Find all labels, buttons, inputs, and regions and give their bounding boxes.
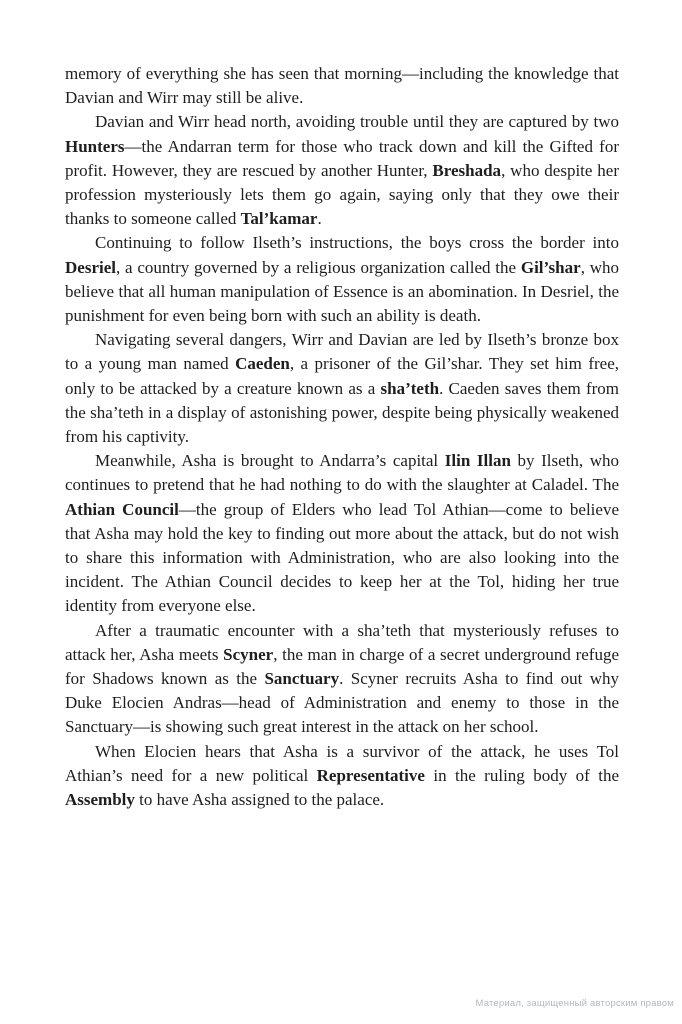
paragraph: [65, 740, 619, 813]
text-run: to have Asha assigned to the palace.: [134, 790, 385, 810]
text-run: Davian and Wirr head north, avoiding trouble until they are captured by two: [95, 112, 619, 132]
paragraph: [65, 328, 619, 449]
copyright-watermark: Материал, защищенный авторским правом: [475, 998, 674, 1009]
bold-term: sha’teth: [380, 378, 440, 398]
text-run: , who believe that all human manipulation of Essence is an abomination. In Desriel, the punishment for even being born with such an ability is death.: [65, 257, 619, 326]
bold-term: Breshada: [432, 160, 502, 180]
page-body-text: [65, 62, 619, 812]
paragraph: [65, 619, 619, 740]
bold-term: Caeden: [235, 354, 290, 374]
paragraph: [65, 231, 619, 328]
text-run: by Ilseth, who continues to pretend that he had nothing to do with the slaughter at Caladel. The: [65, 451, 619, 495]
text-run: , the man in charge of a secret underground refuge for Shadows known as the: [65, 644, 619, 689]
bold-term: Sanctuary: [264, 669, 340, 689]
text-run: memory of everything she has seen that morning—including the knowledge that Davian and Wirr may still be alive.: [65, 64, 619, 108]
paragraph: [65, 62, 619, 110]
bold-term: Desriel: [65, 257, 116, 277]
text-run: . Scyner recruits Asha to find out why Duke Elocien Andras—head of Administration and enemy to those in the Sanctuary—is showing such great interest in the attack on her school.: [65, 669, 619, 737]
text-run: . Caeden saves them from the sha’teth in a display of astonishing power, despite being physically weakened from his captivity.: [65, 378, 619, 447]
text-run: , a prisoner of the Gil’shar. They set him free, only to be attacked by a creature known as a: [65, 354, 619, 398]
bold-term: Athian Council: [65, 499, 179, 519]
text-run: Meanwhile, Asha is brought to Andarra’s capital: [95, 451, 445, 471]
bold-term: Hunters: [65, 136, 125, 156]
text-run: —the Andarran term for those who track down and kill the Gifted for profit. However, they are rescued by another Hunter,: [65, 136, 619, 180]
text-run: in the ruling body of the: [424, 765, 619, 785]
bold-term: Tal’kamar: [240, 209, 318, 229]
bold-term: Assembly: [65, 790, 135, 810]
text-run: After a traumatic encounter with a sha’teth that mysteriously refuses to attack her, Asha meets: [65, 620, 619, 664]
bold-term: Ilin Illan: [444, 451, 511, 471]
text-run: .: [317, 209, 322, 229]
text-run: , who despite her profession mysteriously lets them go again, saying only that they owe their thanks to someone called: [65, 160, 620, 229]
text-run: Navigating several dangers, Wirr and Davian are led by Ilseth’s bronze box to a young man named: [65, 330, 619, 374]
paragraph: [65, 110, 619, 231]
text-run: Continuing to follow Ilseth’s instructions, the boys cross the border into: [95, 233, 619, 253]
bold-term: Gil’shar: [520, 257, 581, 277]
text-run: —the group of Elders who lead Tol Athian—come to believe that Asha may hold the key to finding out more about the attack, but do not wish to share this information with Administration, who are also looking into the incident. The Athian Council decides to keep her at the Tol, hiding her true identity from everyone else.: [65, 499, 619, 616]
paragraph: [65, 449, 619, 618]
text-run: When Elocien hears that Asha is a survivor of the attack, he uses Tol Athian’s need for a new political: [65, 741, 619, 785]
bold-term: Representative: [316, 765, 425, 785]
bold-term: Scyner: [223, 644, 274, 664]
text-run: , a country governed by a religious organization called the: [115, 257, 521, 277]
